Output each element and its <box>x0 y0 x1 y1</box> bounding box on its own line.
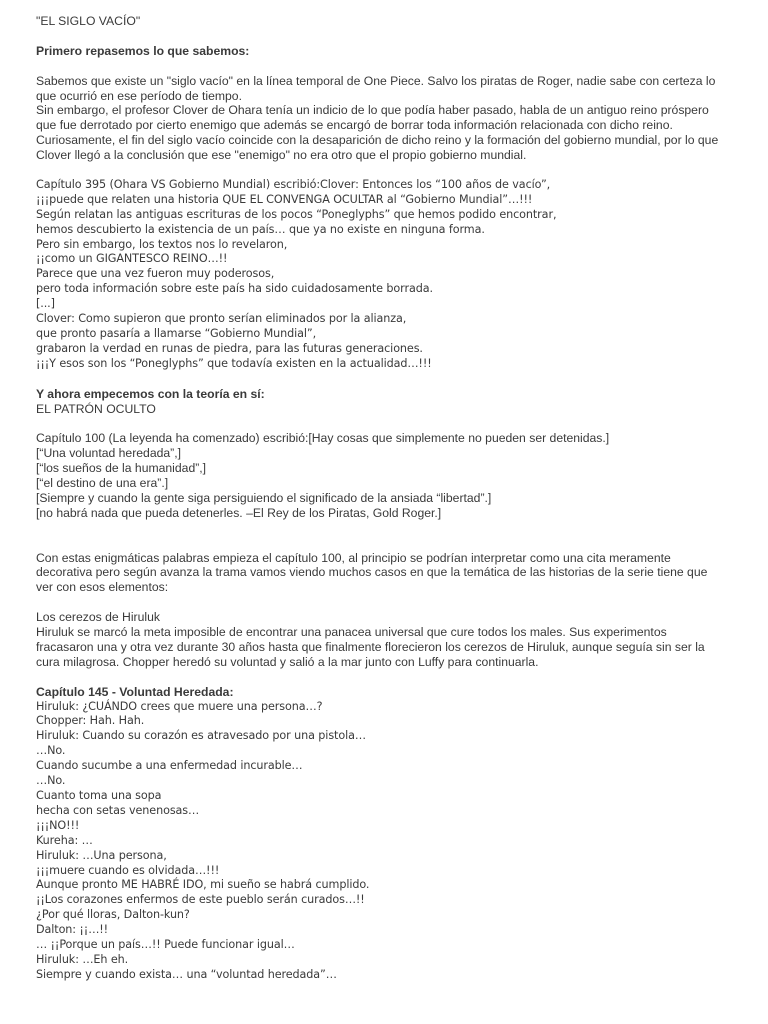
text-line: [“el destino de una era”.] <box>36 476 169 491</box>
section-subheading-hidden-pattern: EL PATRÓN OCULTO <box>36 401 156 416</box>
spacer <box>36 29 746 44</box>
text-line: Hiruluk: ¿CUÁNDO crees que muere una persona…? <box>36 699 323 713</box>
text-line: Hiruluk: …Una persona, <box>36 848 167 862</box>
text-line: ¡¡¡Y esos son los “Poneglyphs” que todavía existen en la actualidad…!!! <box>36 356 432 370</box>
text-line: ¿Por qué lloras, Dalton-kun? <box>36 908 190 922</box>
text-line: Clover llegó a la conclusión que ese "enemigo" no era otro que el propio gobierno mundial. <box>36 148 527 163</box>
spacer <box>36 59 746 74</box>
text-line: que fue derrotado por cierto enemigo que además se encargó de borrar toda información relacionada con dicho reino. <box>36 118 673 133</box>
text-line: …No. <box>36 774 66 788</box>
text-line: [no habrá nada que pueda detenerles. –El Rey de los Piratas, Gold Roger.] <box>36 505 442 520</box>
text-line: Hiruluk se marcó la meta imposible de encontrar una panacea universal que cure todos los males. Sus experimentos <box>36 625 667 640</box>
text-line: pero toda información sobre este país ha sido cuidadosamente borrada. <box>36 282 433 296</box>
text-line: [...] <box>36 297 55 311</box>
spacer <box>36 416 746 431</box>
spacer <box>36 521 746 536</box>
text-line: Con estas enigmáticas palabras empieza el capítulo 100, al principio se podrían interpretar como una cita meramente <box>36 550 671 565</box>
text-line: Parece que una vez fueron muy poderosos, <box>36 267 275 281</box>
text-line: Según relatan las antiguas escrituras de los pocos “Poneglyphs” que hemos podido encontrar, <box>36 207 557 221</box>
spacer <box>36 163 746 178</box>
text-line: Dalton: ¡¡…!! <box>36 923 109 937</box>
spacer <box>36 670 746 685</box>
section-heading-known: Primero repasemos lo que sabemos: <box>36 43 250 58</box>
text-line: [“los sueños de la humanidad”,] <box>36 461 207 476</box>
text-line: Clover: Como supieron que pronto serían eliminados por la alianza, <box>36 312 407 326</box>
spacer <box>36 372 746 387</box>
text-line: Sin embargo, el profesor Clover de Ohara tenía un indicio de lo que podía haber pasado, habla de un antiguo reino próspero <box>36 103 709 118</box>
hiruluk-paragraph <box>36 625 746 670</box>
document-body <box>36 14 746 983</box>
intro-paragraph <box>36 74 746 163</box>
text-line: Curiosamente, el fin del siglo vacío coincide con la desaparición de dicho reino y la formación del gobierno mundial, por lo que <box>36 133 719 148</box>
text-line: Cuando sucumbe a una enfermedad incurable… <box>36 759 303 773</box>
chapter-145-dialogue <box>36 700 746 983</box>
text-line: Aunque pronto ME HABRÉ IDO, mi sueño se habrá cumplido. <box>36 878 370 892</box>
text-line: ¡¡¡NO!!! <box>36 818 80 832</box>
text-line: Capítulo 395 (Ohara VS Gobierno Mundial) escribió:Clover: Entonces los “100 años de vacío”, <box>36 177 551 191</box>
text-line: que ocurrió en ese período de tiempo. <box>36 88 242 103</box>
text-line: …No. <box>36 744 66 758</box>
text-line: [Siempre y cuando la gente siga persiguiendo el significado de la ansiada “libertad”.] <box>36 490 492 505</box>
text-line: Sabemos que existe un "siglo vacío" en la línea temporal de One Piece. Salvo los piratas de Roger, nadie sabe con certeza lo <box>36 73 716 88</box>
text-line: hecha con setas venenosas… <box>36 803 200 817</box>
text-line: que pronto pasaría a llamarse “Gobierno Mundial”, <box>36 326 317 340</box>
document-title: "EL SIGLO VACÍO" <box>36 14 141 28</box>
spacer <box>36 536 746 551</box>
text-line: … ¡¡Porque un país…!! Puede funcionar igual… <box>36 938 295 952</box>
chapter-145-heading: Capítulo 145 - Voluntad Heredada: <box>36 684 234 699</box>
chapter-395-quote <box>36 178 746 372</box>
text-line: [“Una voluntad heredada”,] <box>36 446 181 461</box>
text-line: ver con esos elementos: <box>36 580 169 595</box>
text-line: Chopper: Hah. Hah. <box>36 714 145 728</box>
hiruluk-heading: Los cerezos de Hiruluk <box>36 610 160 625</box>
analysis-paragraph <box>36 551 746 596</box>
text-line: Hiruluk: Cuando su corazón es atravesado por una pistola… <box>36 729 366 743</box>
text-line: ¡¡¡puede que relaten una historia QUE EL CONVENGA OCULTAR al “Gobierno Mundial”…!!! <box>36 192 533 206</box>
spacer <box>36 595 746 610</box>
text-line: hemos descubierto la existencia de un país… que ya no existe en ninguna forma. <box>36 222 485 236</box>
chapter-100-quote <box>36 431 746 520</box>
text-line: Siempre y cuando exista… una “voluntad heredada”… <box>36 967 337 981</box>
text-line: Kureha: … <box>36 833 93 847</box>
text-line: grabaron la verdad en runas de piedra, para las futuras generaciones. <box>36 341 423 355</box>
text-line: decorativa pero según avanza la trama vamos viendo muchos casos en que la temática de las historias de la serie tiene que <box>36 565 708 580</box>
text-line: Cuanto toma una sopa <box>36 788 162 802</box>
text-line: Capítulo 100 (La leyenda ha comenzado) escribió:[Hay cosas que simplemente no pueden ser detenidas.] <box>36 431 610 446</box>
text-line: ¡¡¡muere cuando es olvidada…!!! <box>36 863 220 877</box>
text-line: ¡¡Los corazones enfermos de este pueblo serán curados…!! <box>36 893 365 907</box>
text-line: ¡¡como un GIGANTESCO REINO…!! <box>36 252 228 266</box>
text-line: fracasaron una y otra vez durante 30 años hasta que finalmente florecieron los cerezos de Hiruluk, aunque seguía sin ser la <box>36 639 705 654</box>
text-line: Pero sin embargo, los textos nos lo revelaron, <box>36 237 288 251</box>
text-line: Hiruluk: …Eh eh. <box>36 952 129 966</box>
section-heading-theory: Y ahora empecemos con la teoría en sí: <box>36 386 265 401</box>
text-line: cura milagrosa. Chopper heredó su voluntad y salió a la mar junto con Luffy para continuarla. <box>36 654 539 669</box>
